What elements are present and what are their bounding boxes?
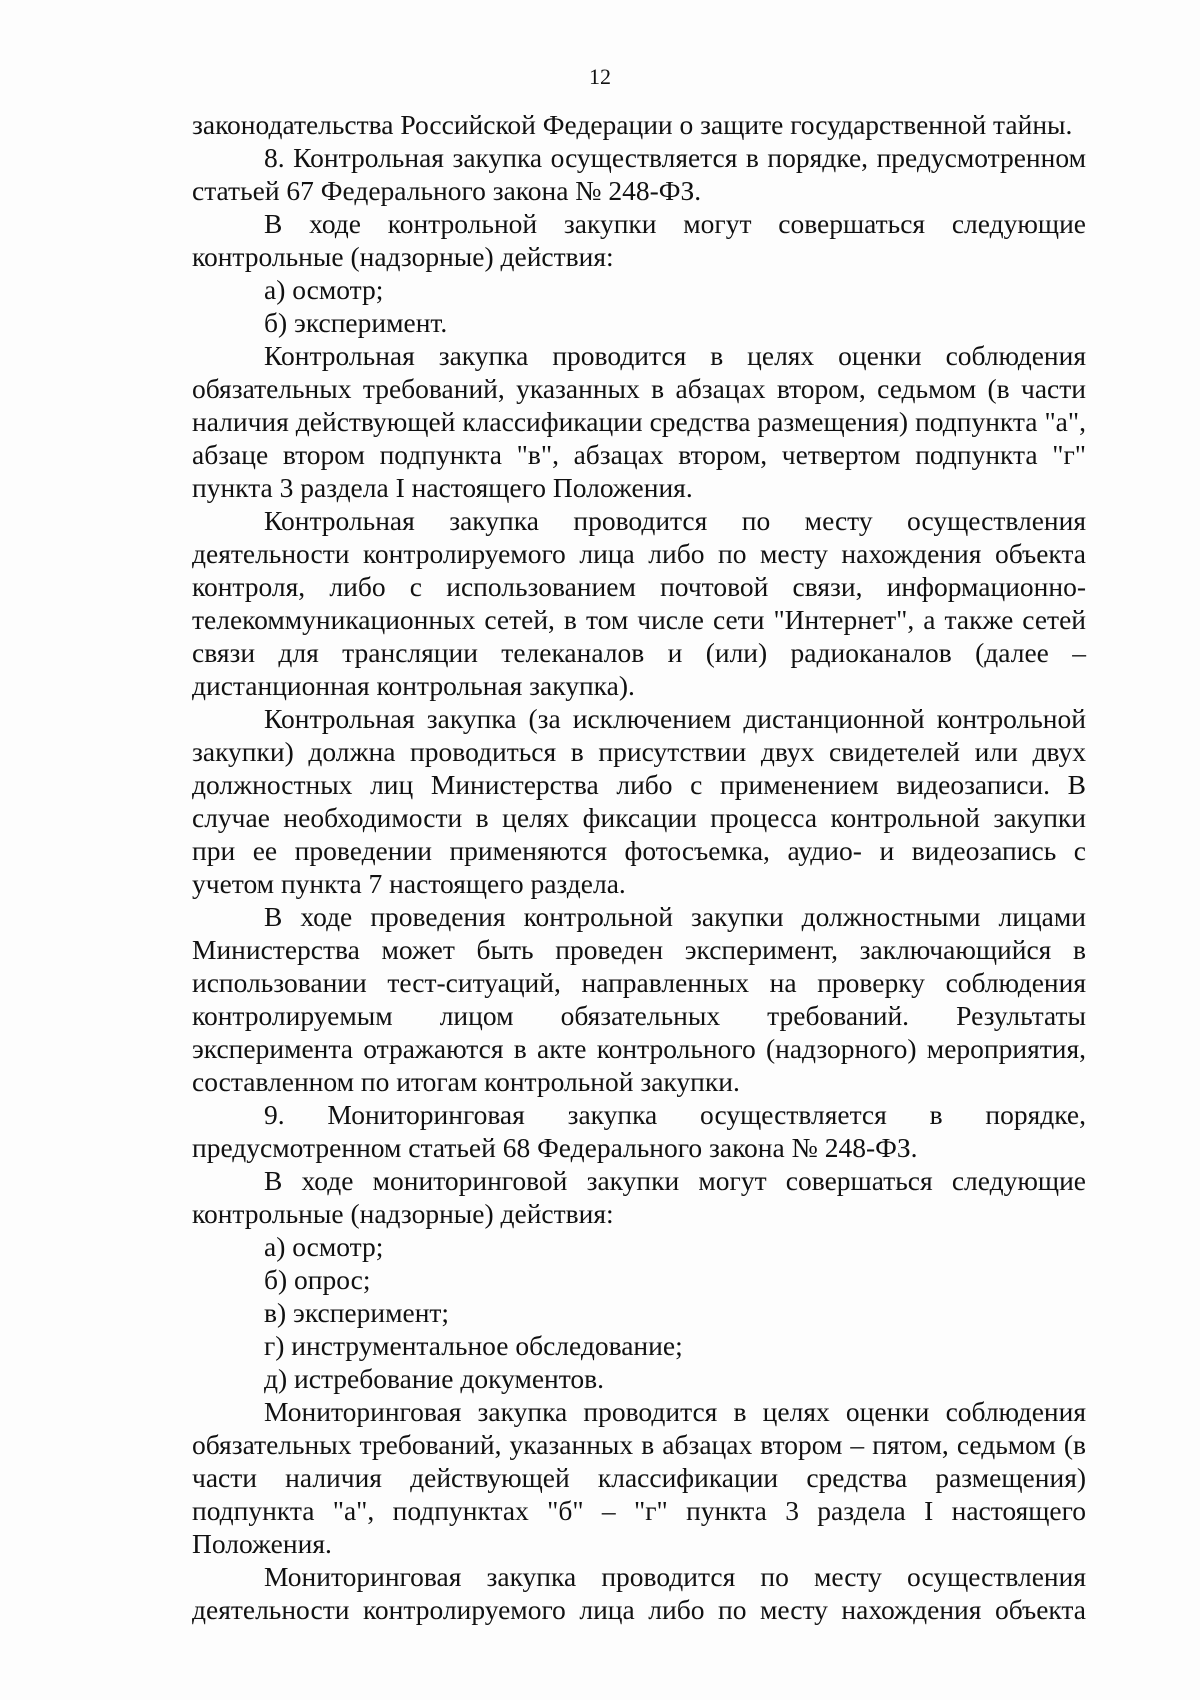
list-item: д) истребование документов. xyxy=(264,1363,605,1394)
page-number: 12 xyxy=(589,64,611,89)
list-item: а) осмотр; xyxy=(264,1231,384,1262)
paragraph-witnesses: Контрольная закупка (за исключением дистанционной контрольной закупки) должна проводиться в присутствии двух свидетелей или двух должностных лиц Министерства либо с применением видеозаписи. В случае необходимости в целях фиксации процесса контрольной закупки при ее проведении применяются фотосъемка, аудио- и видеозапись с учетом пункта 7 настоящего раздела. xyxy=(192,703,1086,899)
paragraph-monitoring-actions-intro: В ходе мониторинговой закупки могут совершаться следующие контрольные (надзорные) действия: xyxy=(192,1165,1086,1229)
list-item: г) инструментальное обследование; xyxy=(264,1330,683,1361)
paragraph-experiment: В ходе проведения контрольной закупки должностными лицами Министерства может быть проведен эксперимент, заключающийся в использовании тест-ситуаций, направленных на проверку соблюдения контролируемым лицом обязательных требований. Результаты эксперимента отражаются в акте контрольного (надзорного) мероприятия, составленном по итогам контрольной закупки. xyxy=(192,901,1086,1097)
list-item: б) эксперимент. xyxy=(264,307,448,338)
list-item: а) осмотр; xyxy=(264,274,384,305)
list-item: б) опрос; xyxy=(264,1264,371,1295)
list-item: в) эксперимент; xyxy=(264,1297,450,1328)
paragraph-control-actions-intro: В ходе контрольной закупки могут совершаться следующие контрольные (надзорные) действия: xyxy=(192,208,1086,272)
paragraph-place: Контрольная закупка проводится по месту осуществления деятельности контролируемого лица либо по месту нахождения объекта контроля, либо с использованием почтовой связи, информационно-телекоммуникационных сетей, в том числе сети "Интернет", а также сетей связи для трансляции телеканалов и (или) радиоканалов (далее – дистанционная контрольная закупка). xyxy=(192,505,1086,701)
paragraph-item-9: 9. Мониторинговая закупка осуществляется в порядке, предусмотренном статьей 68 Федерального закона № 248-ФЗ. xyxy=(192,1099,1086,1163)
document-body xyxy=(192,108,1086,1626)
paragraph-purpose: Контрольная закупка проводится в целях оценки соблюдения обязательных требований, указанных в абзацах втором, седьмом (в части наличия действующей классификации средства размещения) подпункта "а", абзаце втором подпункта "в", абзацах втором, четвертом подпункта "г" пункта 3 раздела I настоящего Положения. xyxy=(192,340,1086,503)
paragraph-continuation: законодательства Российской Федерации о защите государственной тайны. xyxy=(192,109,1073,140)
paragraph-monitoring-place: Мониторинговая закупка проводится по месту осуществления деятельности контролируемого лица либо по месту нахождения объекта xyxy=(192,1561,1086,1625)
paragraph-monitoring-purpose: Мониторинговая закупка проводится в целях оценки соблюдения обязательных требований, указанных в абзацах втором – пятом, седьмом (в части наличия действующей классификации средства размещения) подпункта "а", подпунктах "б" – "г" пункта 3 раздела I настоящего Положения. xyxy=(192,1396,1086,1559)
paragraph-item-8: 8. Контрольная закупка осуществляется в порядке, предусмотренном статьей 67 Федерального закона № 248-ФЗ. xyxy=(192,142,1086,206)
